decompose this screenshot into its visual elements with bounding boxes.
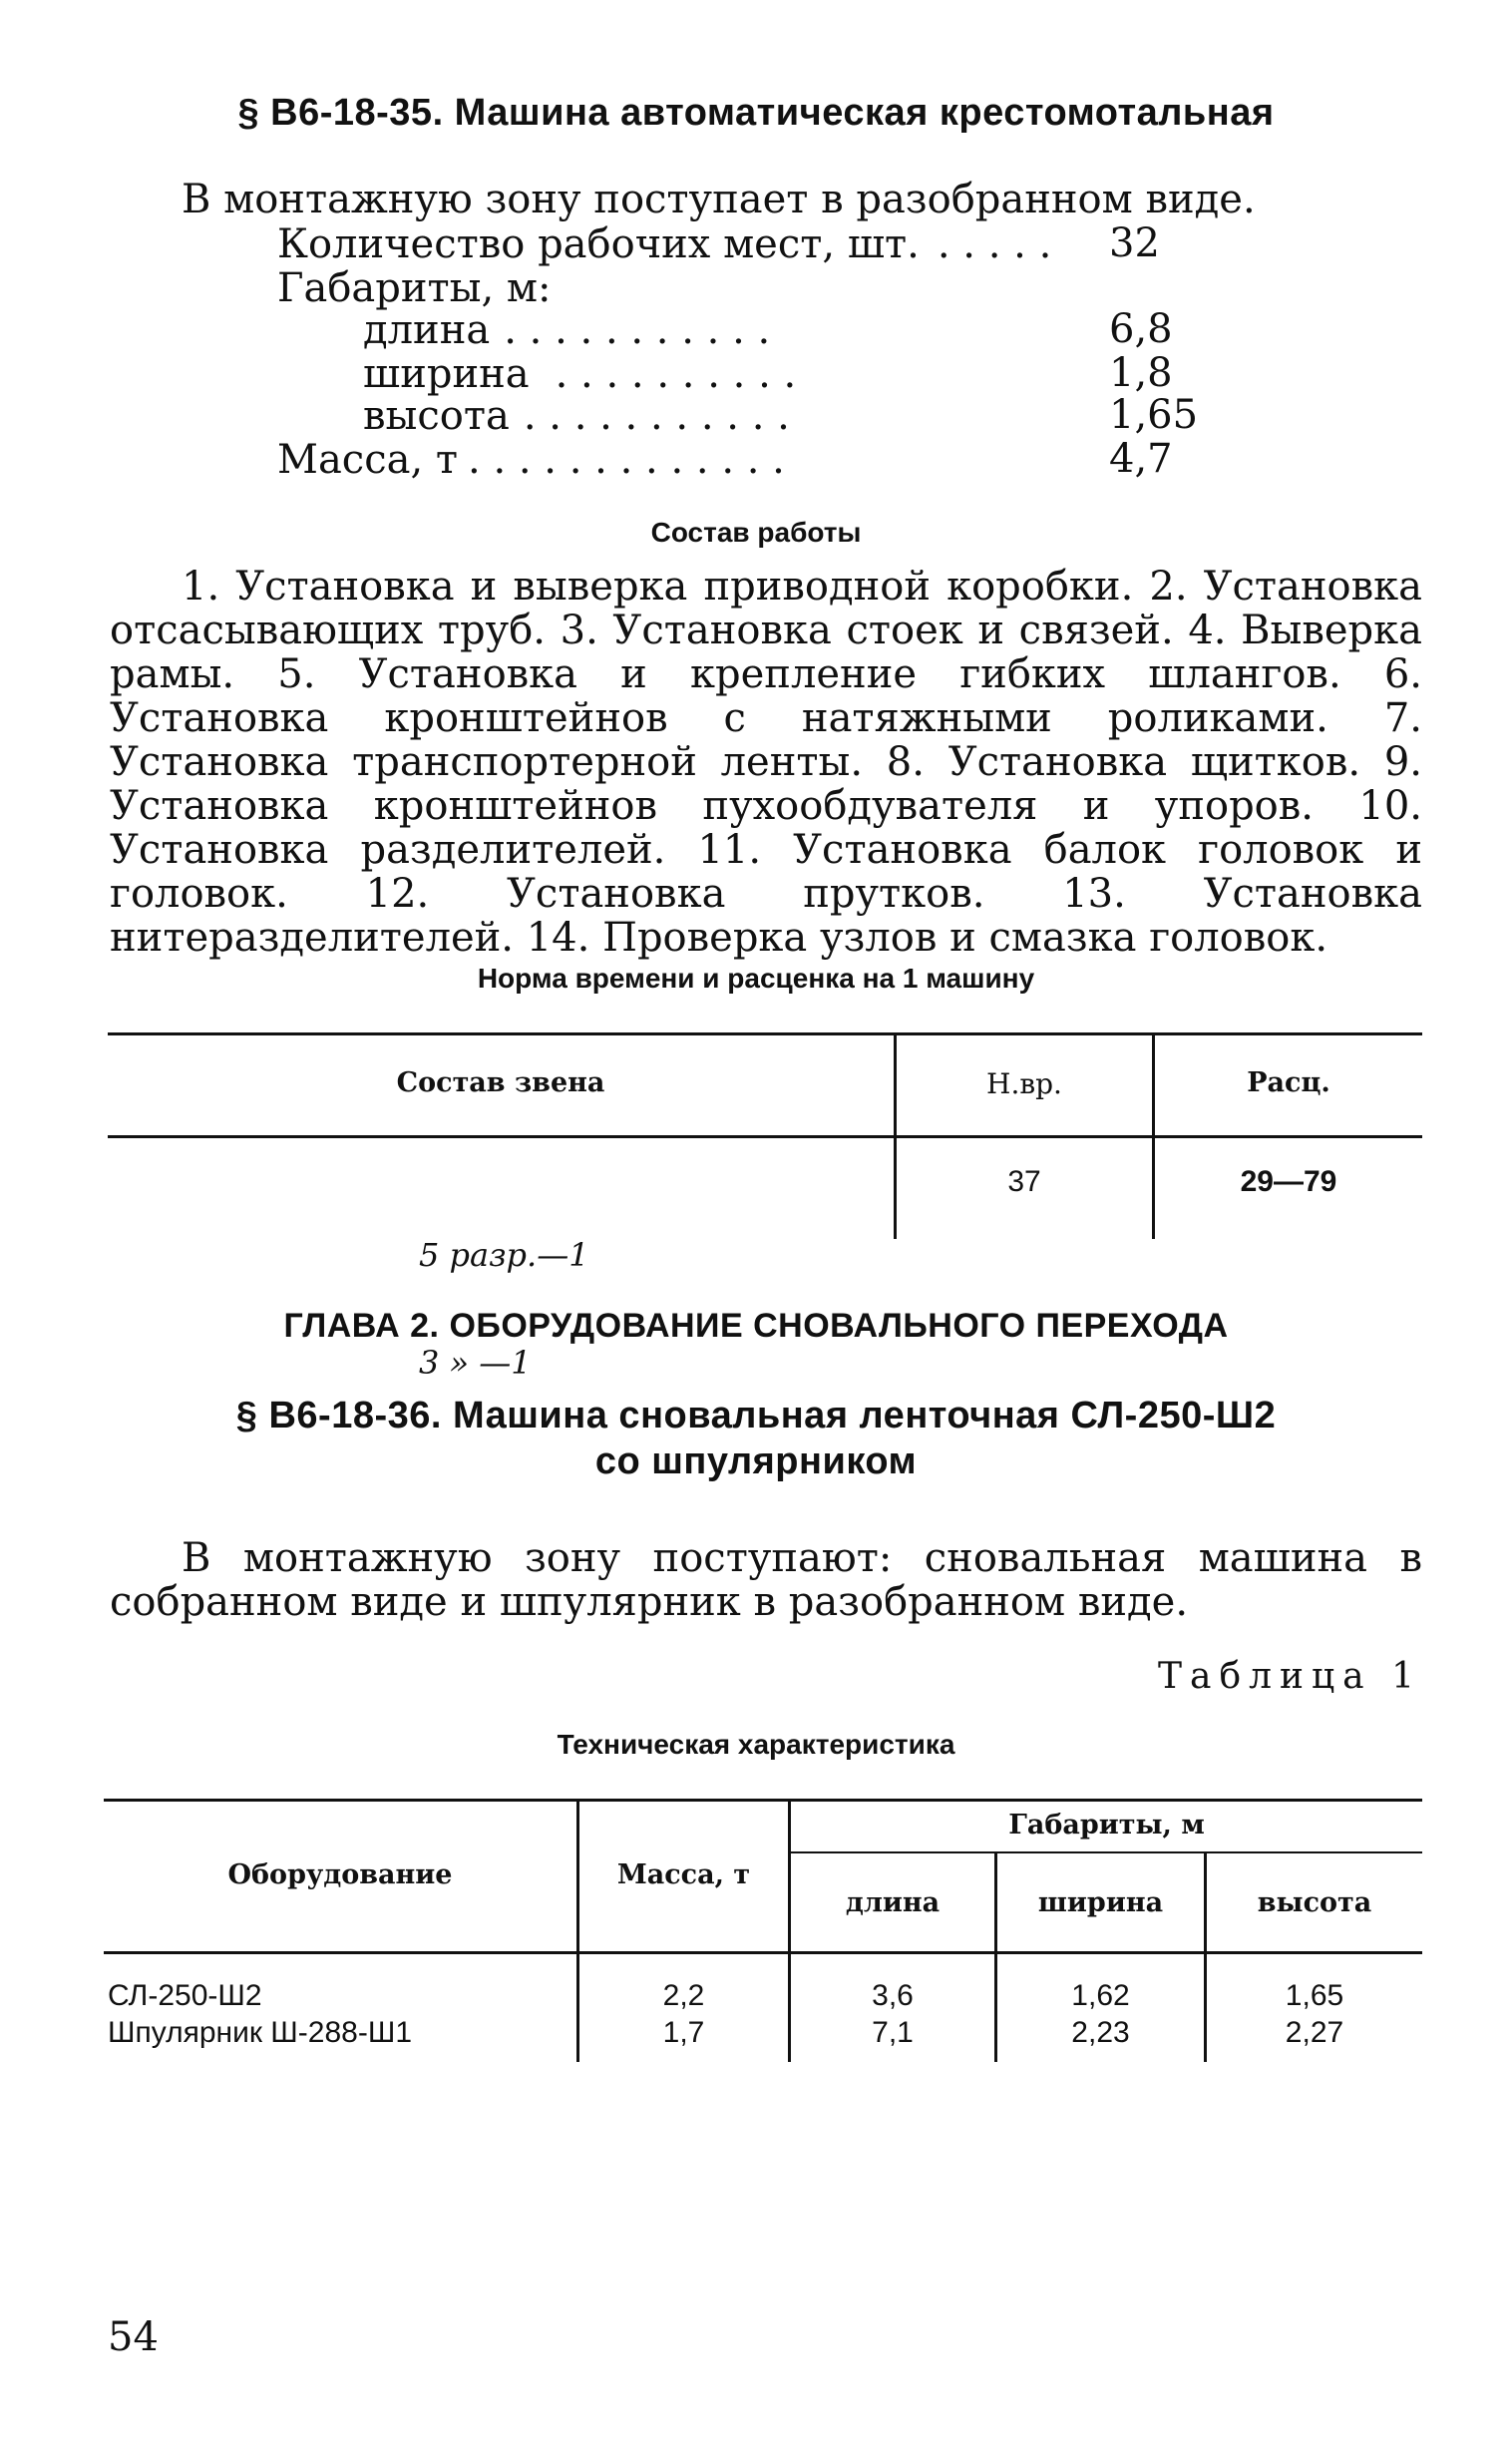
header-width: ширина (1037, 1887, 1164, 1918)
spec-label: высота (363, 393, 510, 439)
time-value: 37 (1007, 1165, 1041, 1198)
chapter-heading: ГЛАВА 2. ОБОРУДОВАНИЕ СНОВАЛЬНОГО ПЕРЕХОДА (283, 1307, 1229, 1345)
table-rule (108, 1135, 1422, 1138)
spec-dots: . . . . . . . . . . (555, 351, 797, 397)
spec-dots: . . . . . (937, 221, 1052, 267)
spec-row (277, 437, 785, 483)
spec-value: 4,7 (1109, 436, 1173, 482)
spec-row (277, 265, 552, 311)
spec-dots: . . . . . . . . . . . (523, 393, 790, 439)
height-value: 1,65 (1285, 1979, 1344, 2012)
header-equipment: Оборудование (227, 1859, 453, 1890)
height-value: 2,27 (1285, 2016, 1344, 2049)
header-crew: Состав звена (396, 1067, 605, 1098)
mass-value: 1,7 (662, 2016, 705, 2049)
spec-label: длина (363, 307, 491, 353)
spec-value: 32 (1109, 220, 1160, 266)
crew-line: 3 » —1 (419, 1344, 532, 1382)
equipment-name: СЛ-250-Ш2 (108, 1979, 262, 2012)
work-description: 1. Установка и выверка приводной коробки. 2. Установка отсасывающих труб. 3. Установка стоек и связей. 4. Выверка рамы. 5. Установка и крепление гибких шлангов. 6. Установка кронштейнов с натяжными роликами. 7. Установка транспортерной ленты. 8. Установка щитков. 9. Установка кронштейнов пухообдувателя и упоров. 10. Установка разделителей. 11. Установка балок головок и головок. 12. Установка прутков. 13. Установка нитеразделителей. 14. Проверка узлов и смазка головок. (110, 564, 1422, 961)
spec-value: 1,65 (1109, 392, 1199, 438)
header-height: высота (1257, 1887, 1372, 1918)
table-rule (790, 1851, 1422, 1853)
header-dimensions: Габариты, м (1008, 1810, 1205, 1840)
width-value: 1,62 (1071, 1979, 1130, 2012)
section-heading-line2: со шпулярником (594, 1440, 918, 1482)
header-mass: Масса, т (616, 1859, 751, 1890)
width-value: 2,23 (1071, 2016, 1130, 2049)
header-rate: Расц. (1247, 1067, 1330, 1098)
length-value: 7,1 (872, 2016, 914, 2049)
mass-value: 2,2 (662, 1979, 705, 2012)
norm-heading: Норма времени и расценка на 1 машину (477, 963, 1035, 994)
rate-value: 29—79 (1240, 1165, 1337, 1198)
section-intro: В монтажную зону поступает в разобранном виде. (182, 177, 1256, 222)
spec-row (363, 393, 790, 439)
section-intro: В монтажную зону поступают: сновальная машина в собранном виде и шпулярник в разобранном виде. (110, 1535, 1422, 1625)
spec-value: 1,8 (1109, 350, 1173, 396)
header-time: Н.вр. (986, 1067, 1062, 1100)
length-value: 3,6 (872, 1979, 914, 2012)
equipment-name: Шпулярник Ш-288-Ш1 (108, 2016, 413, 2049)
spec-label: ширина (363, 351, 530, 397)
spec-label: Габариты, м: (277, 265, 552, 311)
spec-label: Масса, т (277, 437, 459, 483)
work-heading: Состав работы (650, 517, 862, 548)
table-label: Таблица 1 (1158, 1656, 1422, 1697)
spec-value: 6,8 (1109, 306, 1173, 352)
table-title: Техническая характеристика (557, 1729, 955, 1760)
table-divider (1152, 1034, 1155, 1239)
table-rule (104, 1951, 1422, 1954)
spec-dots: . . . . . . . . . . . . . (468, 437, 785, 483)
spec-label: Количество рабочих мест, шт. (277, 221, 920, 267)
section-heading: § В6-18-35. Машина автоматическая крестомотальная (237, 92, 1275, 134)
table-rule (104, 1799, 1422, 1802)
header-length: длина (845, 1887, 941, 1918)
spec-row (363, 351, 796, 397)
spec-row (363, 307, 770, 353)
section-heading: § В6-18-36. Машина сновальная ленточная СЛ-250-Ш2 (235, 1395, 1277, 1436)
table-divider (894, 1034, 897, 1239)
table-rule (108, 1032, 1422, 1035)
spec-row (277, 221, 1051, 267)
page-number: 54 (108, 2314, 159, 2360)
spec-dots: . . . . . . . . . . . (504, 307, 771, 353)
crew-line: 5 разр.—1 (419, 1236, 589, 1274)
